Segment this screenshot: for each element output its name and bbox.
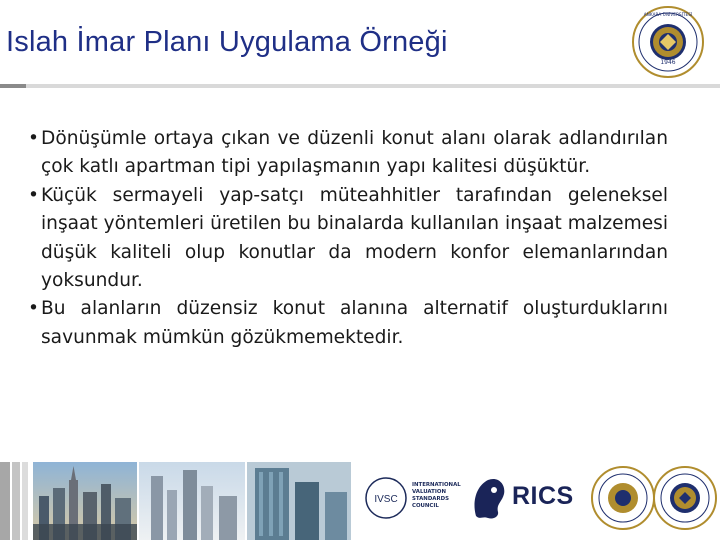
bullet-item	[28, 182, 668, 296]
bullet-text: Dönüşümle ortaya çıkan ve düzenli konut alanı olarak adlandırılan çok katlı apartman tipi yapılaşmanın yapı kalitesi düşüktür.	[41, 128, 668, 178]
rics-lion-icon	[468, 468, 510, 528]
bullet-mark: •	[28, 298, 39, 320]
bullet-mark: •	[28, 184, 39, 206]
rics-logo	[468, 468, 582, 534]
bullet-mark: •	[28, 128, 39, 149]
university-seal-small-icon	[590, 465, 656, 531]
slide-title: Islah İmar Planı Uygulama Örneği	[6, 26, 448, 58]
slide-body	[28, 125, 668, 352]
bullet-item	[28, 125, 668, 182]
decorative-strip	[0, 462, 30, 540]
university-seal-logo	[624, 4, 712, 80]
seal-year: 1946	[660, 59, 676, 66]
rics-label: RICS	[512, 482, 574, 510]
ivsc-logo	[362, 468, 462, 534]
ivsc-label: IVSC	[374, 494, 398, 505]
city-skyline-image	[33, 462, 351, 540]
bullet-text: Küçük sermayeli yap-satçı müteahhitler tarafından geleneksel inşaat yöntemleri üretilen bu binalarda kullanılan inşaat malzemesi düşük kaliteli olup konutlar da modern konfor elemanlarından yoksundur.	[41, 184, 668, 292]
ivsc-emblem-icon	[362, 468, 412, 528]
university-seal-small-icon	[652, 465, 718, 531]
ivsc-text: INTERNATIONAL VALUATION STANDARDS COUNCIL	[412, 482, 461, 509]
seal-name: ANKARA ÜNİVERSİTESİ	[643, 13, 693, 18]
title-rule-accent	[0, 84, 26, 88]
bullet-item	[28, 295, 668, 352]
bullet-text: Bu alanların düzensiz konut alanına alternatif oluşturduklarını savunmak mümkün gözükmemektedir.	[41, 298, 668, 348]
title-rule	[26, 84, 720, 88]
